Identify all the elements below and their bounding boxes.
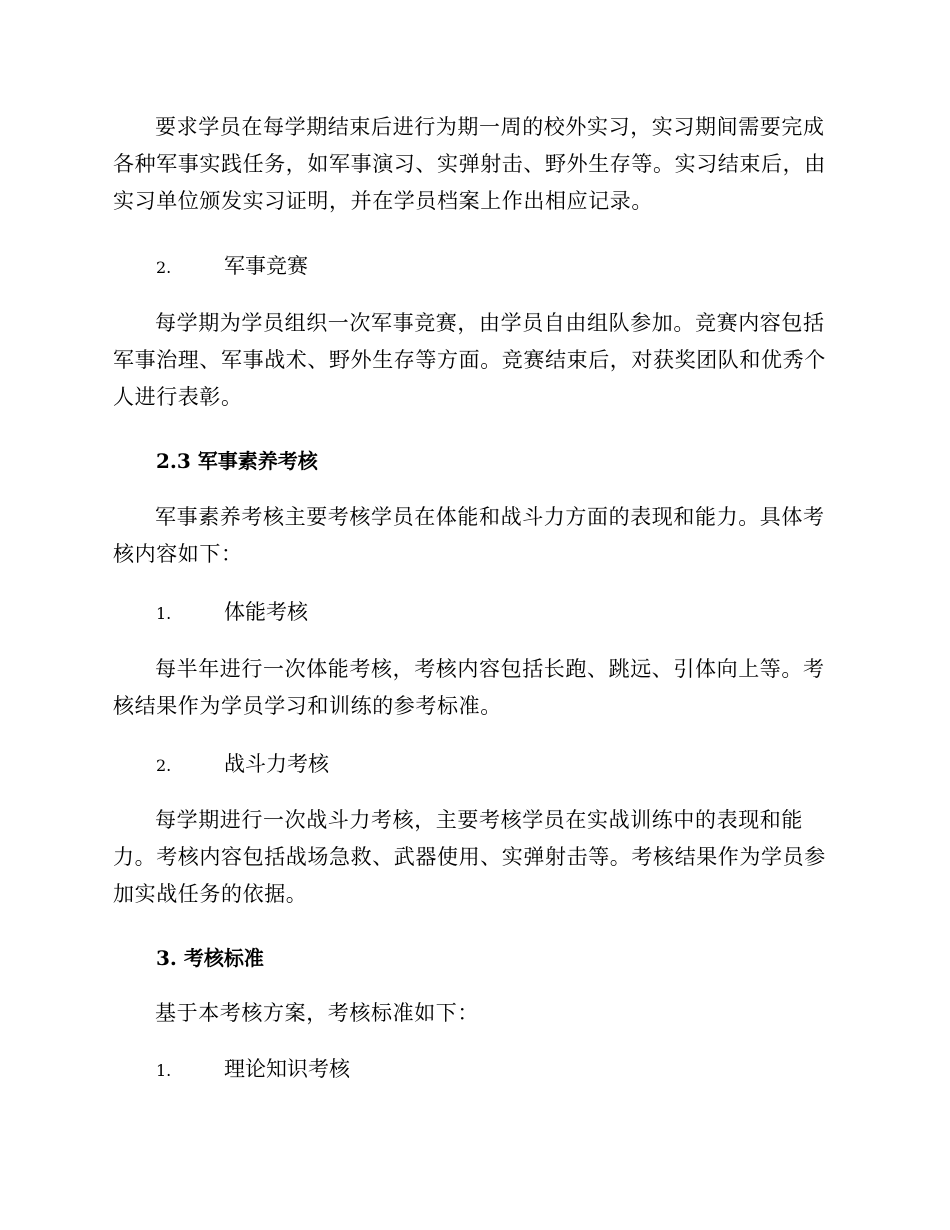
paragraph-standards-intro: 基于本考核方案，考核标准如下：: [155, 1001, 479, 1025]
paragraph-combat: 每学期进行一次战斗力考核，主要考核学员在实战训练中的表现和能力。考核内容包括战场急救、武器使用、实弹射击等。考核结果作为学员参加实战任务的依据。: [113, 808, 826, 906]
list-number: 1.: [156, 604, 172, 623]
list-item-fitness: [156, 594, 308, 632]
list-item-combat: [156, 746, 329, 784]
list-number: 2.: [156, 756, 172, 775]
paragraph-internship: 要求学员在每学期结束后进行为期一周的校外实习，实习期间需要完成各种军事实践任务，如军事演习、实弹射击、野外生存等。实习结束后，由实习单位颁发实习证明，并在学员档案上作出相应记录。: [113, 115, 826, 213]
section-heading-standards: 3. 考核标准: [156, 946, 264, 970]
paragraph-fitness: 每半年进行一次体能考核，考核内容包括长跑、跳远、引体向上等。考核结果作为学员学习和训练的参考标准。: [113, 657, 825, 718]
section-heading-military-literacy: 2.3 军事素养考核: [156, 449, 318, 473]
list-label: 理论知识考核: [224, 1057, 350, 1081]
list-label: 体能考核: [224, 600, 308, 624]
paragraph-competition: 每学期为学员组织一次军事竞赛，由学员自由组队参加。竞赛内容包括军事治理、军事战术、野外生存等方面。竞赛结束后，对获奖团队和优秀个人进行表彰。: [113, 311, 826, 409]
list-label: 军事竞赛: [224, 254, 308, 278]
list-label: 战斗力考核: [224, 752, 329, 776]
paragraph-literacy-intro: 军事素养考核主要考核学员在体能和战斗力方面的表现和能力。具体考核内容如下：: [113, 505, 825, 566]
list-number: 1.: [156, 1061, 172, 1080]
list-item-military-competition: [156, 248, 308, 286]
list-number: 2.: [156, 258, 172, 277]
list-item-theory: [156, 1051, 350, 1089]
